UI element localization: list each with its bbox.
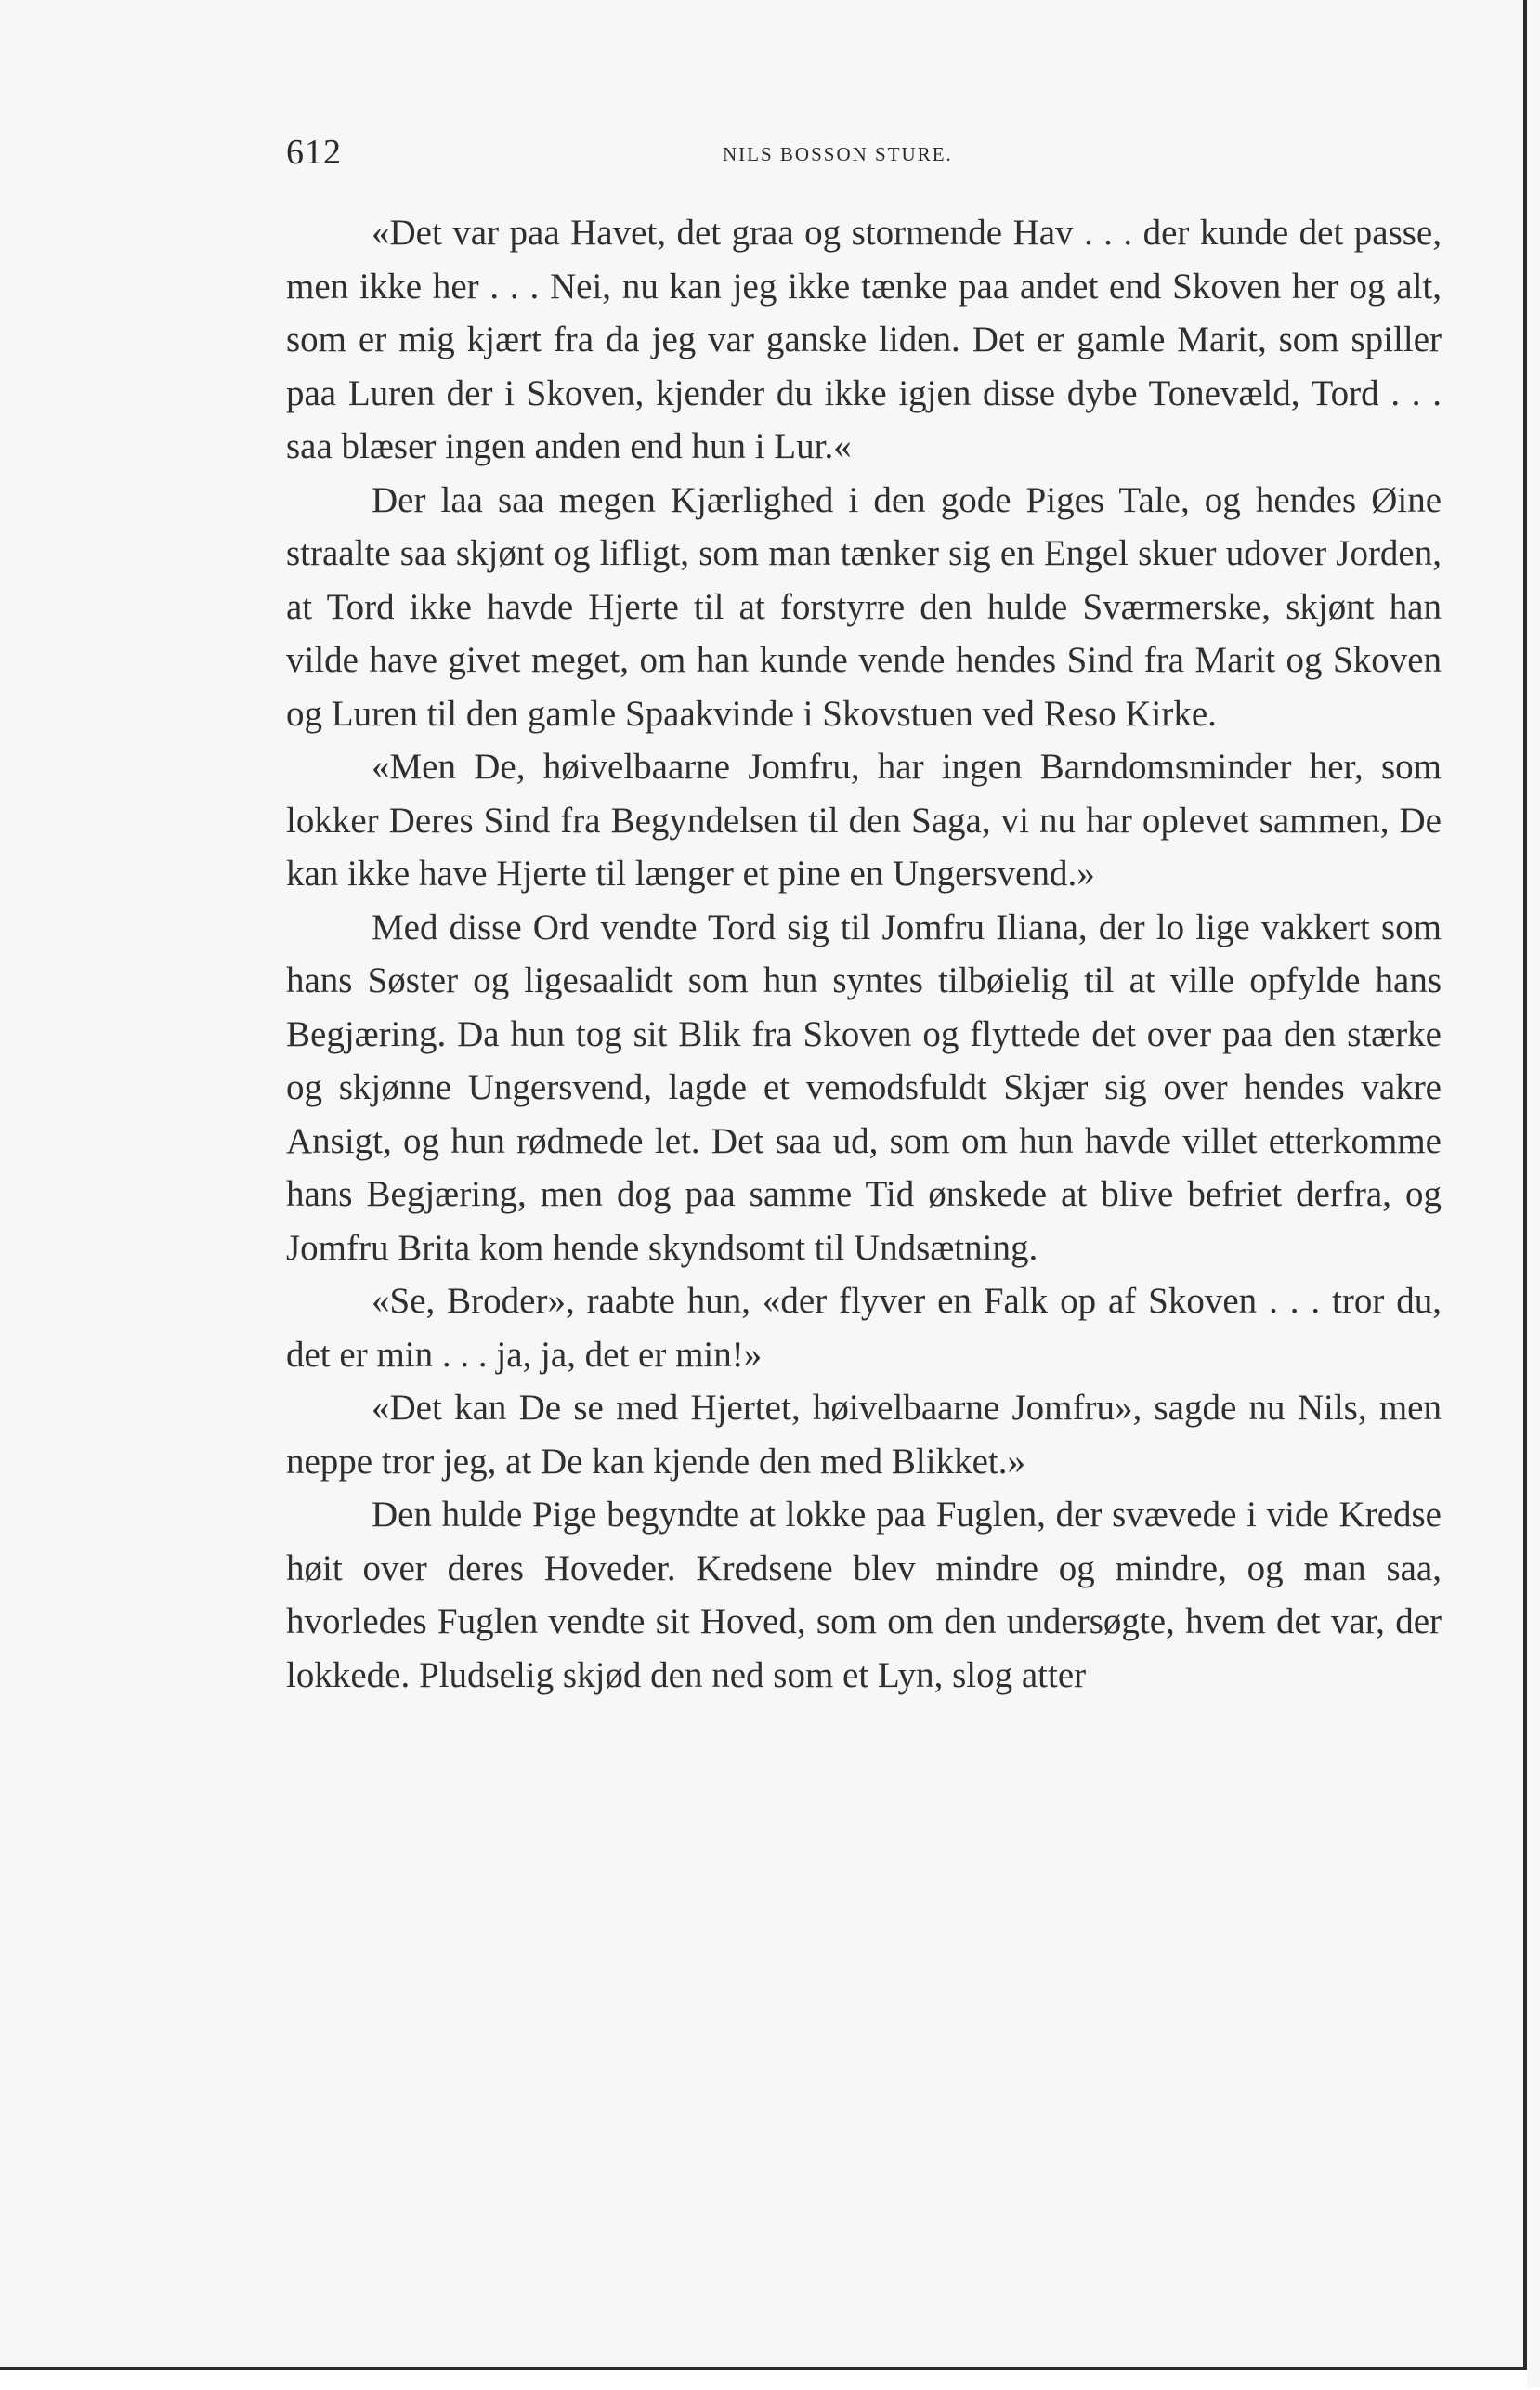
scan-edge-bottom: [0, 2367, 1527, 2390]
body-text: [286, 206, 1442, 1702]
paragraph: Den hulde Pige begyndte at lokke paa Fuglen, der svævede i vide Kredse høit over deres Hoveder. Kredsene blev mindre og mindre, og man saa, hvorledes Fuglen vendte sit Hoved, som om den undersøgte, hvem det var, der lokkede. Pludselig skjød den ned som et Lyn, slog atter: [286, 1495, 1442, 1695]
scan-edge-right: [1523, 0, 1527, 2387]
paragraph: «Det kan De se med Hjertet, høivelbaarne Jomfru», sagde nu Nils, men neppe tror jeg, at De kan kjende den med Blikket.»: [286, 1388, 1442, 1482]
paragraph: Der laa saa megen Kjærlighed i den gode Piges Tale, og hendes Øine straalte saa skjønt og lifligt, som man tænker sig en Engel skuer udover Jorden, at Tord ikke havde Hjerte til at forstyrre den hulde Sværmerske, skjønt han vilde have givet meget, om han kunde vende hendes Sind fra Marit og Skoven og Luren til den gamle Spaakvinde i Skovstuen ved Reso Kirke.: [286, 479, 1442, 734]
page-header: [286, 132, 1438, 176]
paragraph: Med disse Ord vendte Tord sig til Jomfru Iliana, der lo lige vakkert som hans Søster og ligesaalidt som hun syntes tilbøielig til at ville opfylde hans Begjæring. Da hun tog sit Blik fra Skoven og flyttede det over paa den stærke og skjønne Ungersvend, lagde et vemodsfuldt Skjær sig over hendes vakre Ansigt, og hun rødmede let. Det saa ud, som om hun havde villet etterkomme hans Begjæring, men dog paa samme Tid ønskede at blive befriet derfra, og Jomfru Brita kom hende skyndsomt til Undsætning.: [286, 907, 1442, 1268]
running-head: NILS BOSSON STURE.: [723, 143, 953, 165]
paragraph: «Se, Broder», raabte hun, «der flyver en Falk op af Skoven . . . tror du, det er min . . . ja, ja, det er min!»: [286, 1281, 1442, 1375]
paragraph: «Men De, høivelbaarne Jomfru, har ingen Barndomsminder her, som lokker Deres Sind fra Begyndelsen til den Saga, vi nu har oplevet sammen, De kan ikke have Hjerte til længer et pine en Ungersvend.»: [286, 747, 1442, 894]
page-number: 612: [286, 133, 342, 172]
paragraph: «Det var paa Havet, det graa og stormende Hav . . . der kunde det passe, men ikke her . . . Nei, nu kan jeg ikke tænke paa andet end Skoven her og alt, som er mig kjært fra da jeg var ganske liden. Det er gamle Marit, som spiller paa Luren der i Skoven, kjender du ikke igjen disse dybe Tonevæld, Tord . . . saa blæser ingen anden end hun i Lur.«: [286, 213, 1442, 466]
